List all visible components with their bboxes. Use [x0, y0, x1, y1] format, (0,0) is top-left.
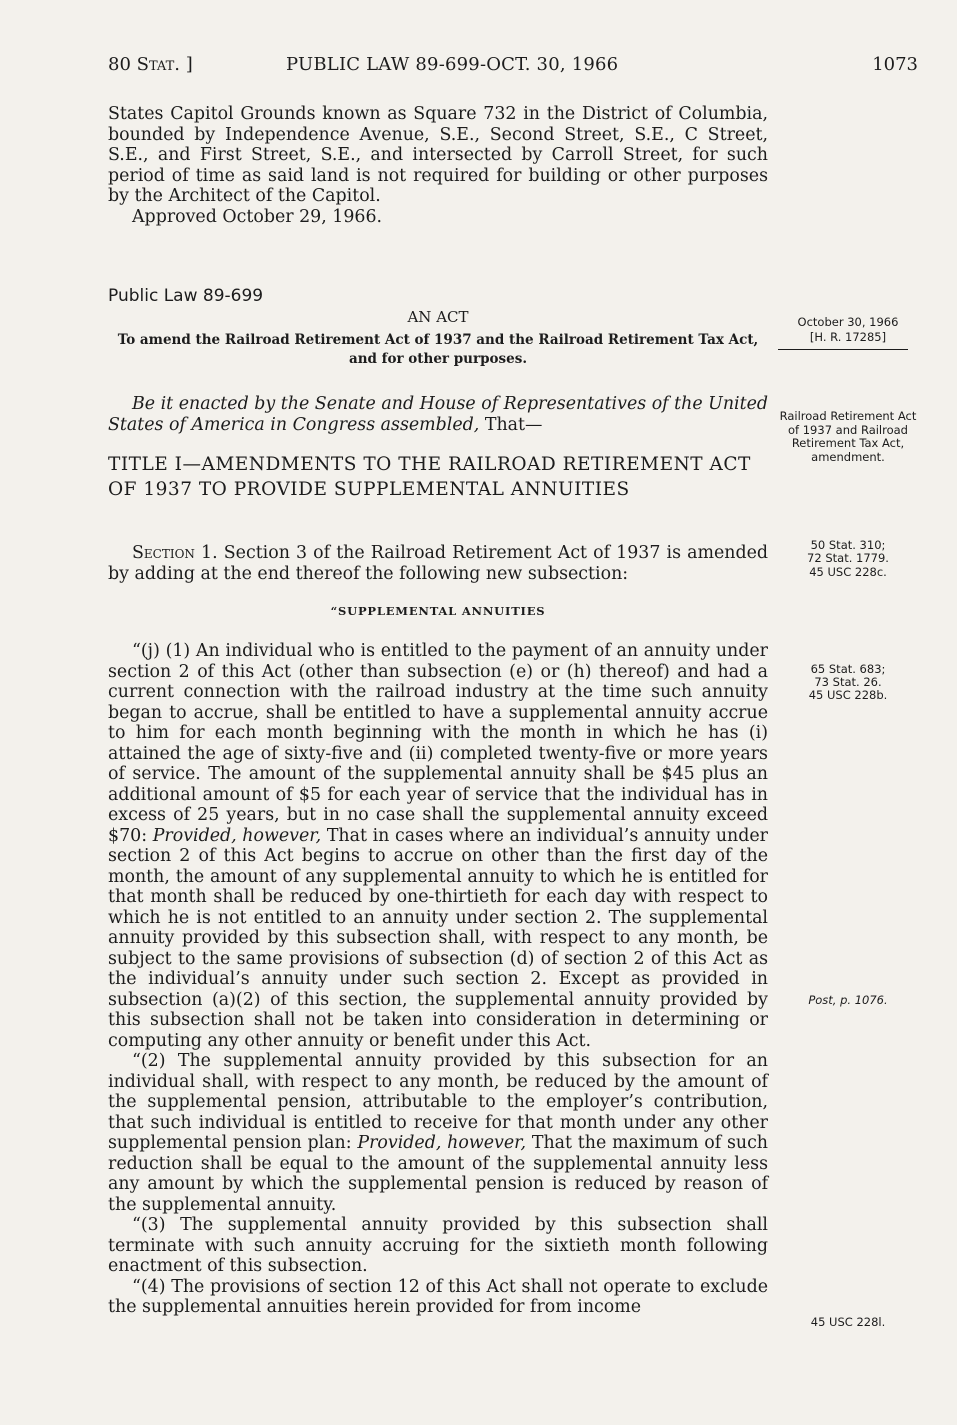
- paragraph-2-part-b: That the maximum of such reduction shall be equal to the amount of the supplemental annuity less any amount by which the supplemental pension is reduced by reason of the supplemental annuity.: [108, 1133, 769, 1215]
- title-heading: TITLE I—AMENDMENTS TO THE RAILROAD RETIREMENT ACT OF 1937 TO PROVIDE SUPPLEMENTAL ANNUITIES: [108, 454, 751, 500]
- margin-bill-number: [H. R. 17285]: [809, 330, 887, 344]
- margin-post-reference: Post, p. 1076.: [808, 993, 888, 1007]
- act-heading: AN ACT: [407, 308, 469, 326]
- margin-citation-2c: 45 USC 228b.: [808, 688, 888, 702]
- margin-citation-2a: 65 Stat. 683;: [810, 662, 886, 676]
- section-1-text: Section 3 of the Railroad Retirement Act of 1937 is amended by adding at the end thereof the following new subsection:: [108, 543, 769, 584]
- intro-paragraph: States Capitol Grounds known as Square 732 in the District of Columbia, bounded by Independence Avenue, S.E., Second Street, S.E., C Street, S.E., and First Street, S.E., and intersected by Carroll Street, for such period of time as said land is not required for building or other purposes by the Architect of the Capitol.: [108, 104, 768, 206]
- margin-citation-3: 45 USC 228l.: [810, 1315, 886, 1329]
- paragraph-2-part-a: “(2) The supplemental annuity provided by this subsection for an individual shall, with respect to any month, be reduced by the amount of the supplemental pension, attributable to the employer’s contribution, that such individual is entitled to receive for that month under any other supplemental pension plan:: [108, 1051, 768, 1153]
- page-header: [108, 54, 918, 84]
- margin-citation-1b: 72 Stat. 1779.: [807, 551, 889, 565]
- margin-citation-1a: 50 Stat. 310;: [810, 538, 886, 552]
- margin-date: October 30, 1966: [797, 315, 899, 329]
- margin-citation-1c: 45 USC 228c.: [809, 565, 887, 579]
- paragraph-4: “(4) The provisions of section 12 of this Act shall not operate to exclude the supplemental annuities herein provided for from income: [108, 1276, 768, 1317]
- header-page-number: 1073: [872, 54, 918, 75]
- supplemental-annuities-heading: “SUPPLEMENTAL ANNUITIES: [330, 604, 546, 618]
- enacting-that: That—: [484, 414, 543, 435]
- header-statute-ref: 80 Stat. ]: [108, 54, 193, 75]
- act-title: To amend the Railroad Retirement Act of 1937 and the Railroad Retirement Tax Act, and for other purposes.: [117, 332, 759, 367]
- paragraph-j1-part-a: “(j) (1) An individual who is entitled to the payment of an annuity under section 2 of this Act (other than subsection (e) or (h) thereof) and had a current connection with the railroad industry at the time such annuity began to accrue, shall be entitled to have a supplemental annuity accrue to him for each month beginning with the month in which he has (i) attained the age of sixty-five and (ii) completed twenty-five or more years of service. The amount of the supplemental annuity shall be $45 plus an additional amount of $5 for each year of service that the individual has in excess of 25 years, but in no case shall the supplemental annuity exceed $70:: [108, 641, 768, 846]
- intro-block: [108, 104, 768, 227]
- provided-however-2: Provided, however,: [357, 1133, 527, 1153]
- enacting-clause-block: [108, 394, 768, 435]
- approval-line: Approved October 29, 1966.: [132, 206, 383, 227]
- margin-citation-2b: 73 Stat. 26.: [814, 675, 882, 689]
- margin-rule: [778, 349, 908, 350]
- section-label: Section 1.: [132, 543, 218, 563]
- header-law-title: PUBLIC LAW 89-699-OCT. 30, 1966: [286, 54, 619, 75]
- provided-however-1: Provided, however,: [152, 825, 322, 846]
- subsection-j-body: [108, 641, 768, 1318]
- enacting-clause: Be it enacted by the Senate and House of Representatives of the United States of America in Congress assembled,: [108, 394, 768, 435]
- paragraph-j1-part-b: That in cases where an individual’s annuity under section 2 of this Act begins to accrue on other than the first day of the month, the amount of any supplemental annuity to which he is entitled for that month shall be reduced by one-thirtieth for each day with respect to which he is not entitled to an annuity under section 2. The supplemental annuity provided by this subsection shall, with respect to any month, be subject to the same provisions of subsection (d) of section 2 of this Act as the individual’s annuity under such section 2. Except as provided in subsection (a)(2) of this section, the supplemental annuity provided by this subsection shall not be taken into consideration in determining or computing any other annuity or benefit under this Act.: [108, 825, 768, 1051]
- section-1-block: [108, 543, 768, 584]
- margin-subject-note: Railroad Retirement Act of 1937 and Railroad Retirement Tax Act, amendment.: [779, 409, 917, 464]
- paragraph-3: “(3) The supplemental annuity provided by this subsection shall terminate with such annuity accruing for the sixtieth month following enactment of this subsection.: [108, 1215, 768, 1276]
- public-law-label: Public Law 89-699: [108, 286, 264, 306]
